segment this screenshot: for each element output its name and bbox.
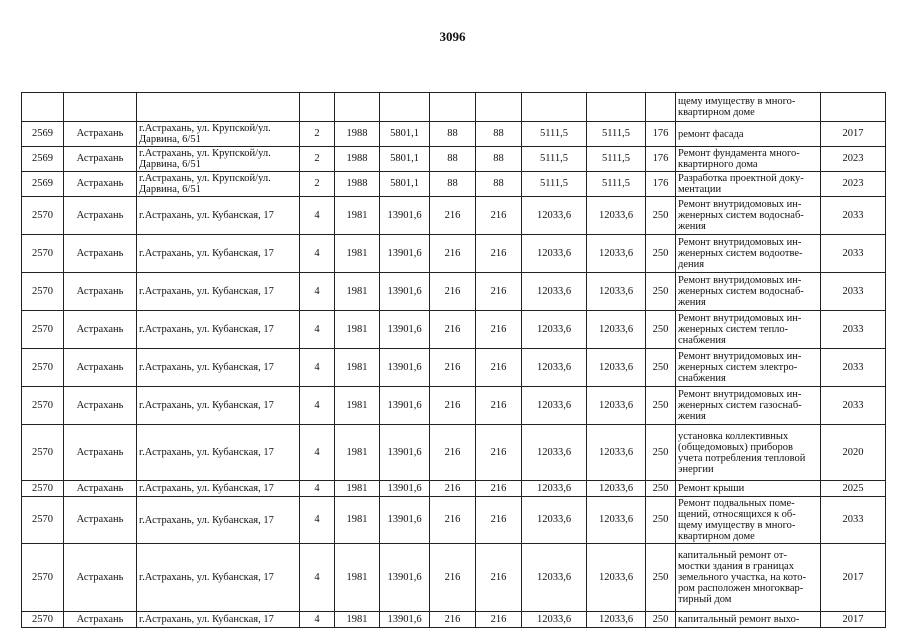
cell-year: 1981 [335,273,380,311]
cell-city: Астрахань [64,612,137,628]
cell-city: Астрахань [64,481,137,497]
cell-d: 5111,5 [587,147,646,172]
cell-id: 2570 [22,387,64,425]
cell-id [22,93,64,122]
table-row [22,122,886,147]
page-number: 3096 [439,29,466,44]
cell-d: 12033,6 [587,273,646,311]
cell-c: 12033,6 [522,387,587,425]
cell-address: г.Астрахань, ул. Кубанская, 17 [137,273,300,311]
cell-d [587,93,646,122]
table-row [22,544,886,612]
cell-d: 12033,6 [587,235,646,273]
cell-d: 5111,5 [587,172,646,197]
cell-year: 1981 [335,612,380,628]
cell-c: 12033,6 [522,311,587,349]
cell-c: 12033,6 [522,349,587,387]
cell-b: 88 [476,122,522,147]
cell-city: Астрахань [64,544,137,612]
cell-work: Ремонт крыши [676,481,821,497]
cell-city: Астрахань [64,197,137,235]
cell-floors: 4 [300,273,335,311]
cell-a: 88 [430,172,476,197]
cell-id: 2570 [22,497,64,544]
cell-b: 216 [476,425,522,481]
cell-id: 2570 [22,612,64,628]
cell-d: 12033,6 [587,612,646,628]
cell-a: 216 [430,273,476,311]
cell-address: г.Астрахань, ул. Кубанская, 17 [137,311,300,349]
table-row [22,387,886,425]
cell-area: 13901,6 [380,387,430,425]
cell-area: 13901,6 [380,481,430,497]
cell-c: 12033,6 [522,612,587,628]
cell-id: 2570 [22,311,64,349]
cell-b: 88 [476,172,522,197]
cell-e: 176 [646,172,676,197]
cell-area: 13901,6 [380,197,430,235]
cell-work: капитальный ремонт от-мостки здания в границах земельного участка, на кото-ром расположен многоквар-тирный дом [676,544,821,612]
cell-year: 1981 [335,481,380,497]
cell-e: 250 [646,349,676,387]
cell-work: установка коллективных (общедомовых) приборов учета потребления тепловой энергии [676,425,821,481]
cell-d: 12033,6 [587,349,646,387]
cell-year [335,93,380,122]
cell-e [646,93,676,122]
cell-b: 88 [476,147,522,172]
cell-plan: 2017 [821,122,886,147]
cell-d: 12033,6 [587,497,646,544]
cell-c: 12033,6 [522,481,587,497]
cell-city: Астрахань [64,387,137,425]
cell-c: 12033,6 [522,544,587,612]
cell-year: 1988 [335,147,380,172]
cell-city: Астрахань [64,147,137,172]
cell-work: Ремонт внутридомовых ин-женерных систем водоснаб-жения [676,197,821,235]
cell-city: Астрахань [64,273,137,311]
cell-plan: 2033 [821,497,886,544]
cell-plan: 2033 [821,311,886,349]
cell-year: 1981 [335,425,380,481]
table-row [22,481,886,497]
cell-floors: 4 [300,197,335,235]
cell-plan: 2017 [821,612,886,628]
cell-d: 12033,6 [587,197,646,235]
cell-work: Ремонт внутридомовых ин-женерных систем электро-снабжения [676,349,821,387]
cell-c: 5111,5 [522,147,587,172]
cell-b: 216 [476,497,522,544]
cell-area: 13901,6 [380,235,430,273]
cell-address [137,93,300,122]
cell-c: 12033,6 [522,425,587,481]
cell-d: 12033,6 [587,425,646,481]
cell-area: 13901,6 [380,612,430,628]
cell-floors: 4 [300,349,335,387]
table-row [22,497,886,544]
cell-area [380,93,430,122]
cell-year: 1981 [335,311,380,349]
cell-plan: 2033 [821,387,886,425]
cell-year: 1981 [335,544,380,612]
cell-year: 1988 [335,172,380,197]
cell-floors: 2 [300,172,335,197]
cell-e: 250 [646,197,676,235]
cell-a: 216 [430,197,476,235]
cell-a: 216 [430,387,476,425]
cell-city: Астрахань [64,122,137,147]
cell-plan: 2023 [821,172,886,197]
cell-e: 250 [646,311,676,349]
cell-year: 1981 [335,197,380,235]
cell-area: 13901,6 [380,349,430,387]
cell-e: 176 [646,122,676,147]
cell-address: г.Астрахань, ул. Крупской/ул. Дарвина, 6/51 [137,172,300,197]
cell-b: 216 [476,387,522,425]
cell-address: г.Астрахань, ул. Кубанская, 17 [137,612,300,628]
cell-address: г.Астрахань, ул. Кубанская, 17 [137,425,300,481]
cell-floors: 2 [300,122,335,147]
table-row [22,273,886,311]
cell-floors [300,93,335,122]
cell-year: 1988 [335,122,380,147]
table-row [22,612,886,628]
cell-c: 12033,6 [522,235,587,273]
cell-work: щему имуществу в много-квартирном доме [676,93,821,122]
cell-address: г.Астрахань, ул. Кубанская, 17 [137,497,300,544]
cell-plan: 2033 [821,349,886,387]
table-row [22,311,886,349]
cell-b: 216 [476,197,522,235]
cell-area: 13901,6 [380,544,430,612]
cell-floors: 4 [300,311,335,349]
cell-id: 2569 [22,172,64,197]
cell-id: 2570 [22,544,64,612]
cell-floors: 2 [300,147,335,172]
cell-c: 5111,5 [522,172,587,197]
cell-d: 12033,6 [587,481,646,497]
cell-a: 216 [430,235,476,273]
cell-plan: 2025 [821,481,886,497]
cell-city [64,93,137,122]
cell-floors: 4 [300,481,335,497]
cell-a: 216 [430,481,476,497]
cell-address: г.Астрахань, ул. Кубанская, 17 [137,197,300,235]
cell-city: Астрахань [64,349,137,387]
cell-city: Астрахань [64,172,137,197]
cell-address: г.Астрахань, ул. Крупской/ул. Дарвина, 6/51 [137,147,300,172]
cell-year: 1981 [335,497,380,544]
cell-area: 5801,1 [380,147,430,172]
cell-work: Ремонт фундамента много-квартирного дома [676,147,821,172]
cell-b: 216 [476,612,522,628]
cell-plan [821,93,886,122]
cell-address: г.Астрахань, ул. Кубанская, 17 [137,235,300,273]
cell-id: 2570 [22,481,64,497]
cell-c: 12033,6 [522,197,587,235]
cell-id: 2569 [22,122,64,147]
cell-c: 5111,5 [522,122,587,147]
cell-id: 2570 [22,273,64,311]
cell-id: 2570 [22,197,64,235]
cell-floors: 4 [300,387,335,425]
cell-e: 250 [646,544,676,612]
cell-e: 250 [646,273,676,311]
cell-a [430,93,476,122]
cell-city: Астрахань [64,311,137,349]
cell-area: 13901,6 [380,273,430,311]
cell-area: 5801,1 [380,172,430,197]
cell-a: 88 [430,147,476,172]
cell-floors: 4 [300,612,335,628]
cell-e: 250 [646,235,676,273]
cell-work: Разработка проектной доку-ментации [676,172,821,197]
cell-plan: 2020 [821,425,886,481]
cell-e: 250 [646,481,676,497]
cell-area: 5801,1 [380,122,430,147]
cell-area: 13901,6 [380,311,430,349]
cell-city: Астрахань [64,235,137,273]
cell-b: 216 [476,311,522,349]
cell-city: Астрахань [64,425,137,481]
cell-address: г.Астрахань, ул. Кубанская, 17 [137,544,300,612]
cell-b: 216 [476,235,522,273]
registry-table [21,92,886,628]
cell-floors: 4 [300,235,335,273]
cell-a: 216 [430,544,476,612]
cell-floors: 4 [300,425,335,481]
cell-floors: 4 [300,497,335,544]
cell-plan: 2017 [821,544,886,612]
cell-d: 5111,5 [587,122,646,147]
cell-plan: 2033 [821,235,886,273]
cell-plan: 2023 [821,147,886,172]
cell-c [522,93,587,122]
cell-work: Ремонт внутридомовых ин-женерных систем тепло-снабжения [676,311,821,349]
table-row [22,235,886,273]
cell-year: 1981 [335,349,380,387]
cell-work: Ремонт внутридомовых ин-женерных систем газоснаб-жения [676,387,821,425]
cell-work: ремонт фасада [676,122,821,147]
cell-a: 216 [430,349,476,387]
cell-e: 250 [646,387,676,425]
cell-work: Ремонт внутридомовых ин-женерных систем водоотве-дения [676,235,821,273]
cell-d: 12033,6 [587,311,646,349]
cell-area: 13901,6 [380,425,430,481]
cell-b: 216 [476,481,522,497]
table-row [22,197,886,235]
cell-year: 1981 [335,235,380,273]
cell-b: 216 [476,349,522,387]
table-row [22,425,886,481]
cell-city: Астрахань [64,497,137,544]
cell-address: г.Астрахань, ул. Кубанская, 17 [137,481,300,497]
cell-id: 2570 [22,235,64,273]
table-row [22,147,886,172]
cell-c: 12033,6 [522,273,587,311]
cell-a: 216 [430,425,476,481]
cell-d: 12033,6 [587,387,646,425]
cell-work: Ремонт подвальных поме-щений, относящихся к об-щему имуществу в много-квартирном доме [676,497,821,544]
cell-address: г.Астрахань, ул. Крупской/ул. Дарвина, 6/51 [137,122,300,147]
cell-e: 250 [646,497,676,544]
cell-plan: 2033 [821,197,886,235]
cell-a: 216 [430,612,476,628]
cell-e: 176 [646,147,676,172]
cell-id: 2569 [22,147,64,172]
cell-address: г.Астрахань, ул. Кубанская, 17 [137,349,300,387]
cell-area: 13901,6 [380,497,430,544]
cell-floors: 4 [300,544,335,612]
cell-a: 88 [430,122,476,147]
cell-a: 216 [430,497,476,544]
cell-b: 216 [476,544,522,612]
table-row [22,349,886,387]
table-row-continued [22,93,886,122]
cell-year: 1981 [335,387,380,425]
cell-b: 216 [476,273,522,311]
cell-address: г.Астрахань, ул. Кубанская, 17 [137,387,300,425]
cell-work: капитальный ремонт выхо- [676,612,821,628]
table-row [22,172,886,197]
cell-plan: 2033 [821,273,886,311]
cell-id: 2570 [22,425,64,481]
cell-a: 216 [430,311,476,349]
cell-d: 12033,6 [587,544,646,612]
cell-e: 250 [646,425,676,481]
cell-e: 250 [646,612,676,628]
cell-id: 2570 [22,349,64,387]
cell-b [476,93,522,122]
cell-c: 12033,6 [522,497,587,544]
table-body [22,93,886,628]
cell-work: Ремонт внутридомовых ин-женерных систем водоснаб-жения [676,273,821,311]
